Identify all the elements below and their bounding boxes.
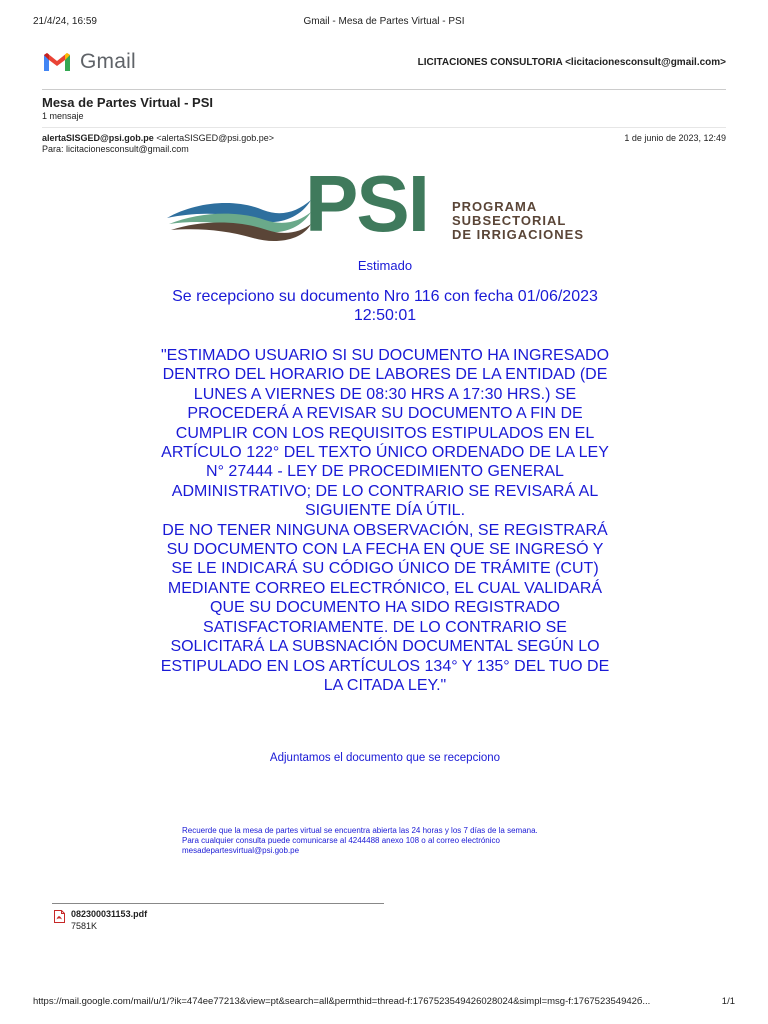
- pdf-icon: [54, 910, 65, 923]
- attachment-divider: [52, 903, 384, 904]
- message-date: 1 de junio de 2023, 12:49: [624, 133, 726, 143]
- message-count: 1 mensaje: [42, 111, 84, 121]
- gmail-m-icon: [42, 51, 72, 73]
- thread-subject: Mesa de Partes Virtual - PSI: [42, 95, 213, 110]
- gmail-wordmark: Gmail: [80, 50, 136, 73]
- attachment-size: 7581K: [71, 921, 98, 931]
- notice-paragraph-1: "ESTIMADO USUARIO SI SU DOCUMENTO HA INGRESADO DENTRO DEL HORARIO DE LABORES DE LA ENTIDAD (DE LUNES A VIERNES DE 08:30 HRS A 17:30 HRS.) SE PROCEDERÁ A REVISAR SU DOCUMENTO A FIN DE CUMPLIR CON LOS REQUISITOS ESTIPULADOS EN EL ARTÍCULO 122° DEL TEXTO ÚNICO ORDENADO DE LA LEY N° 27444 - LEY DE PROCEDIMIENTO GENERAL ADMINISTRATIVO; DE LO CONTRARIO SE REVISARÁ AL SIGUIENTE DÍA ÚTIL.: [160, 347, 610, 520]
- water-waves-icon: [165, 184, 315, 244]
- print-datetime: 21/4/24, 16:59: [33, 16, 97, 27]
- page-number: 1/1: [721, 996, 735, 1007]
- sender-email: <alertaSISGED@psi.gob.pe>: [156, 133, 275, 143]
- logo-line-2: SUBSECTORIAL: [452, 213, 567, 228]
- logo-line-1: PROGRAMA: [452, 199, 538, 214]
- logo-line-3: DE IRRIGACIONES: [452, 227, 585, 242]
- logo-acronym: PSI: [305, 159, 428, 248]
- attachment-filename[interactable]: 082300031153.pdf: [71, 909, 148, 919]
- psi-logo: [165, 159, 605, 248]
- footer-note-line-1: Recuerde que la mesa de partes virtual se encuentra abierta las 24 horas y los 7 días de la semana.: [182, 826, 538, 835]
- gmail-logo[interactable]: [42, 50, 136, 74]
- attachment-note: Adjuntamos el documento que se recepciono: [269, 752, 501, 764]
- notice-paragraph-2: DE NO TENER NINGUNA OBSERVACIÓN, SE REGISTRARÁ SU DOCUMENTO CON LA FECHA EN QUE SE INGRESÓ Y SE LE INDICARÁ SU CÓDIGO ÚNICO DE TRÁMITE (CUT) MEDIANTE CORREO ELECTRÓNICO, EL CUAL VALIDARÁ QUE SU DOCUMENTO HA SIDO REGISTRADO SATISFACTORIAMENTE. DE LO CONTRARIO SE SOLICITARÁ LA SUBSNACIÓN DOCUMENTAL SEGÚN LO ESTIPULADO EN LOS ARTÍCULOS 134° Y 135° DEL TUO DE LA CITADA LEY.": [160, 521, 610, 694]
- logo-text: [452, 200, 584, 242]
- reception-text: Se recepciono su documento Nro 116 con fecha 01/06/2023 12:50:01: [172, 288, 598, 324]
- footer-note: [182, 826, 562, 856]
- footer-note-email[interactable]: mesadepartesvirtual@psi.gob.pe: [182, 846, 300, 855]
- message-sender: [42, 133, 274, 143]
- sender-name: alertaSISGED@psi.gob.pe: [42, 133, 154, 143]
- footer-note-line-2: Para cualquier consulta puede comunicarse al 4244488 anexo 108 o al correo electrónico: [182, 836, 500, 845]
- thread-divider: [42, 127, 726, 128]
- notice-text: [160, 346, 610, 695]
- message-recipient: Para: licitacionesconsult@gmail.com: [42, 144, 189, 154]
- print-url: https://mail.google.com/mail/u/1/?ik=474ee77213&view=pt&search=all&permthid=thread-f:1767523549426028024&simpl=msg-f:176752354942б...: [33, 996, 651, 1007]
- header-divider: [42, 89, 726, 90]
- print-title: Gmail - Mesa de Partes Virtual - PSI: [303, 16, 465, 27]
- greeting-text: Estimado: [357, 258, 413, 273]
- attachment-item[interactable]: [54, 909, 147, 931]
- account-label: LICITACIONES CONSULTORIA <licitacionesconsult@gmail.com>: [417, 57, 726, 68]
